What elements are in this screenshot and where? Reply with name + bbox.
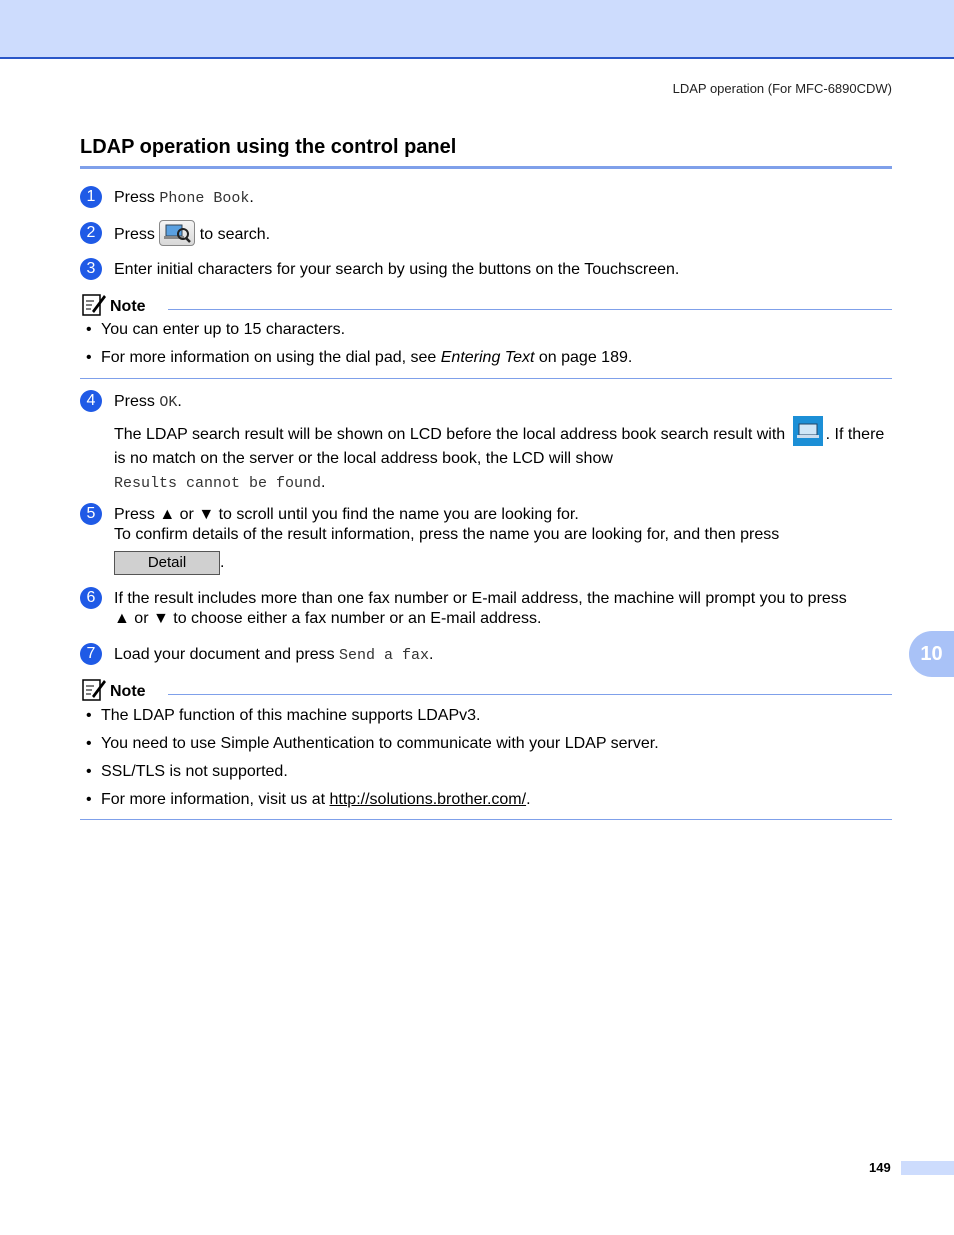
- step-4-detail-end: .: [321, 474, 326, 491]
- step-4-detail-b: . If there is no match on the server or the local address book, the LCD will show: [114, 426, 885, 467]
- step-1-pre: Press: [114, 189, 160, 206]
- step-6-or: or: [129, 610, 153, 627]
- brother-solutions-link[interactable]: http://solutions.brother.com/: [329, 791, 527, 808]
- step-6-a: If the result includes more than one fax number or E-mail address, the machine will prompt you to press: [114, 590, 847, 607]
- step-5: [114, 505, 894, 575]
- search-button-icon: [159, 220, 195, 246]
- chapter-number: 10: [920, 643, 943, 665]
- down-arrow-icon: ▼: [198, 506, 215, 523]
- note-1-item-1: • You can enter up to 15 characters.: [80, 320, 892, 340]
- page-number-bar: [901, 1161, 954, 1175]
- step-number-5: 5: [80, 503, 102, 525]
- title-rule: [80, 166, 892, 169]
- step-2: [114, 224, 894, 246]
- step-2-post: to search.: [195, 226, 271, 244]
- note-2-item-4-pre: For more information, visit us at: [101, 791, 330, 808]
- down-arrow-icon: ▼: [152, 610, 169, 627]
- step-5-line2: To confirm details of the result information, press the name you are looking for, and then press: [114, 526, 780, 543]
- up-arrow-icon: ▲: [159, 506, 176, 523]
- detail-button: Detail: [114, 551, 220, 575]
- ok-key: OK: [159, 394, 178, 411]
- entering-text-ref: Entering Text: [440, 349, 535, 366]
- note-1-item-2-post: on page 189.: [534, 349, 633, 366]
- step-5-or: or: [175, 506, 199, 523]
- ldap-result-icon: [793, 416, 823, 446]
- note-1: [80, 294, 892, 376]
- note-1-end-rule: [80, 378, 892, 379]
- note-pencil-icon: [82, 677, 106, 701]
- send-a-fax-key: Send a fax: [339, 647, 430, 664]
- note-2-label: Note: [110, 683, 146, 700]
- note-1-label: Note: [110, 298, 146, 315]
- note-2-item-4: [80, 790, 892, 810]
- note-pencil-icon: [82, 292, 106, 316]
- step-4: [114, 392, 894, 413]
- step-1-post: .: [249, 189, 254, 206]
- step-7-post: .: [429, 646, 434, 663]
- step-1: [114, 188, 894, 209]
- step-7-pre: Load your document and press: [114, 646, 340, 663]
- step-5-b: to scroll until you find the name you are looking for.: [214, 506, 579, 523]
- note-2-item-2: • You need to use Simple Authentication to communicate with your LDAP server.: [80, 734, 892, 754]
- step-3: Enter initial characters for your search by using the buttons on the Touchscreen.: [114, 261, 680, 278]
- step-4-post: .: [177, 393, 182, 410]
- note-2-list: [80, 706, 892, 810]
- step-4-detail: [114, 423, 894, 496]
- note-2-rule: [168, 694, 892, 695]
- note-1-item-2-pre: For more information on using the dial pad, see: [101, 349, 441, 366]
- step-7: [114, 645, 894, 666]
- step-5-a: Press: [114, 506, 160, 523]
- step-number-2: 2: [80, 222, 102, 244]
- up-arrow-icon: ▲: [114, 610, 130, 627]
- step-number-1: 1: [80, 186, 102, 208]
- step-5-end: .: [220, 554, 225, 572]
- note-1-rule: [168, 309, 892, 310]
- note-2-item-4-post: .: [526, 791, 531, 808]
- step-6: [114, 589, 894, 629]
- step-number-7: 7: [80, 643, 102, 665]
- top-banner: [0, 0, 954, 59]
- note-1-list: [80, 320, 892, 368]
- step-4-pre: Press: [114, 393, 160, 410]
- phone-book-key: Phone Book: [159, 190, 250, 207]
- step-6-b: to choose either a fax number or an E-mail address.: [168, 610, 542, 627]
- note-2-item-1: • The LDAP function of this machine supports LDAPv3.: [80, 706, 892, 726]
- page-number: 149: [869, 1160, 891, 1175]
- note-2-item-3: • SSL/TLS is not supported.: [80, 762, 892, 782]
- note-2-end-rule: [80, 819, 892, 820]
- step-number-4: 4: [80, 390, 102, 412]
- step-2-pre: Press: [114, 226, 160, 244]
- running-header: LDAP operation (For MFC-6890CDW): [672, 81, 892, 96]
- no-results-message: Results cannot be found: [114, 475, 322, 492]
- step-number-6: 6: [80, 587, 102, 609]
- step-4-detail-a: The LDAP search result will be shown on LCD before the local address book search result with: [114, 426, 790, 443]
- note-1-item-2: [80, 348, 892, 368]
- note-2: [80, 679, 892, 818]
- section-title: LDAP operation using the control panel: [80, 136, 457, 158]
- step-number-3: 3: [80, 258, 102, 280]
